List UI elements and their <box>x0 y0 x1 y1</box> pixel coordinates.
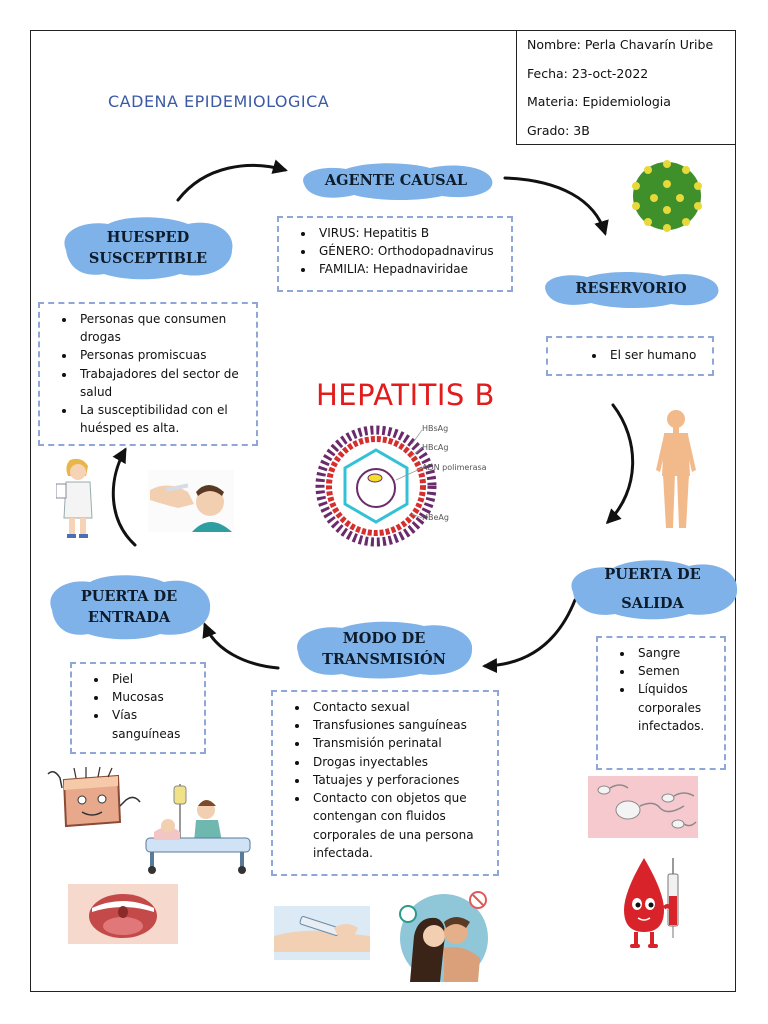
entrada-box <box>70 662 206 754</box>
list-item: • Mucosas <box>108 688 204 706</box>
node-title: AGENTE CAUSAL <box>324 172 468 190</box>
list-item: • Vías sanguíneas <box>108 706 204 742</box>
skin-illustration <box>46 766 142 832</box>
transmision-box <box>271 690 499 876</box>
title-line: ENTRADA <box>87 609 171 626</box>
salida-box <box>596 636 726 770</box>
node-title <box>604 560 700 618</box>
list-item: • Sangre <box>634 644 724 662</box>
virus-structure-diagram <box>312 418 512 554</box>
mouth-illustration <box>68 884 178 944</box>
node-reservorio <box>540 268 722 310</box>
node-puerta-entrada <box>44 572 214 642</box>
node-title <box>81 586 177 628</box>
list-item: • Tatuajes y perforaciones <box>309 771 497 789</box>
virus-illustration <box>626 154 708 238</box>
list-item: • Personas que consumen drogas <box>76 310 256 346</box>
info-fecha: Fecha: 23-oct-2022 <box>527 65 649 81</box>
list-item: • Contacto sexual <box>309 698 497 716</box>
page-title: CADENA EPIDEMIOLOGICA <box>108 92 330 111</box>
node-title: RESERVORIO <box>575 280 687 298</box>
list-item: • Semen <box>634 662 724 680</box>
title-line: SUSCEPTIBLE <box>88 250 208 267</box>
title-line: MODO DE <box>342 629 426 647</box>
title-line: PUERTA DE <box>604 566 701 583</box>
title-line: HUESPED <box>106 228 190 246</box>
couple-kissing-illustration <box>394 886 494 984</box>
node-agente-causal <box>296 160 496 202</box>
hospital-bed-illustration <box>140 780 254 876</box>
title-line: SALIDA <box>621 595 684 612</box>
list-item: • Piel <box>108 670 204 688</box>
reservorio-box <box>546 336 714 376</box>
info-nombre: Nombre: Perla Chavarín Uribe <box>527 37 714 52</box>
list-item: • Personas promiscuas <box>76 346 256 364</box>
node-modo-transmision <box>292 618 476 680</box>
title-line: PUERTA DE <box>80 587 178 605</box>
title-line: TRANSMISIÓN <box>322 651 446 668</box>
info-grado: Grado: 3B <box>527 123 590 139</box>
list-item: • El ser humano <box>606 346 712 364</box>
nurse-illustration <box>56 456 96 540</box>
list-item: • La susceptibilidad con el huésped es alta. <box>76 401 256 437</box>
blood-drop-illustration <box>614 852 690 952</box>
human-body-illustration <box>652 408 700 532</box>
node-huesped-susceptible <box>58 214 238 282</box>
list-item: • VIRUS: Hepatitis B <box>315 224 511 242</box>
list-item: • Contacto con objetos que contengan con fluidos corporales de una persona infectada. <box>309 789 497 862</box>
virus-label: HBsAg <box>422 424 449 433</box>
disease-title: HEPATITIS B <box>316 378 495 412</box>
list-item: • Transmisión perinatal <box>309 734 497 752</box>
sperm-illustration <box>588 776 698 838</box>
vaccination-illustration <box>148 470 234 532</box>
info-table <box>516 30 736 145</box>
list-item: • Líquidos corporales infectados. <box>634 680 724 735</box>
list-item: • Trabajadores del sector de salud <box>76 365 256 401</box>
list-item: • GÉNERO: Orthodopadnavirus <box>315 242 511 260</box>
virus-label: ADN polimerasa <box>422 463 487 472</box>
list-item: • Drogas inyectables <box>309 753 497 771</box>
virus-label: HBeAg <box>422 513 449 522</box>
info-materia: Materia: Epidemiologia <box>527 94 671 110</box>
agente-box <box>277 216 513 292</box>
node-title <box>322 628 446 670</box>
node-puerta-salida <box>565 556 740 622</box>
injection-illustration <box>274 906 370 960</box>
virus-label: HBcAg <box>422 443 449 452</box>
huesped-box <box>38 302 258 446</box>
list-item: • FAMILIA: Hepadnaviridae <box>315 260 511 278</box>
node-title <box>89 227 207 269</box>
list-item: • Transfusiones sanguíneas <box>309 716 497 734</box>
